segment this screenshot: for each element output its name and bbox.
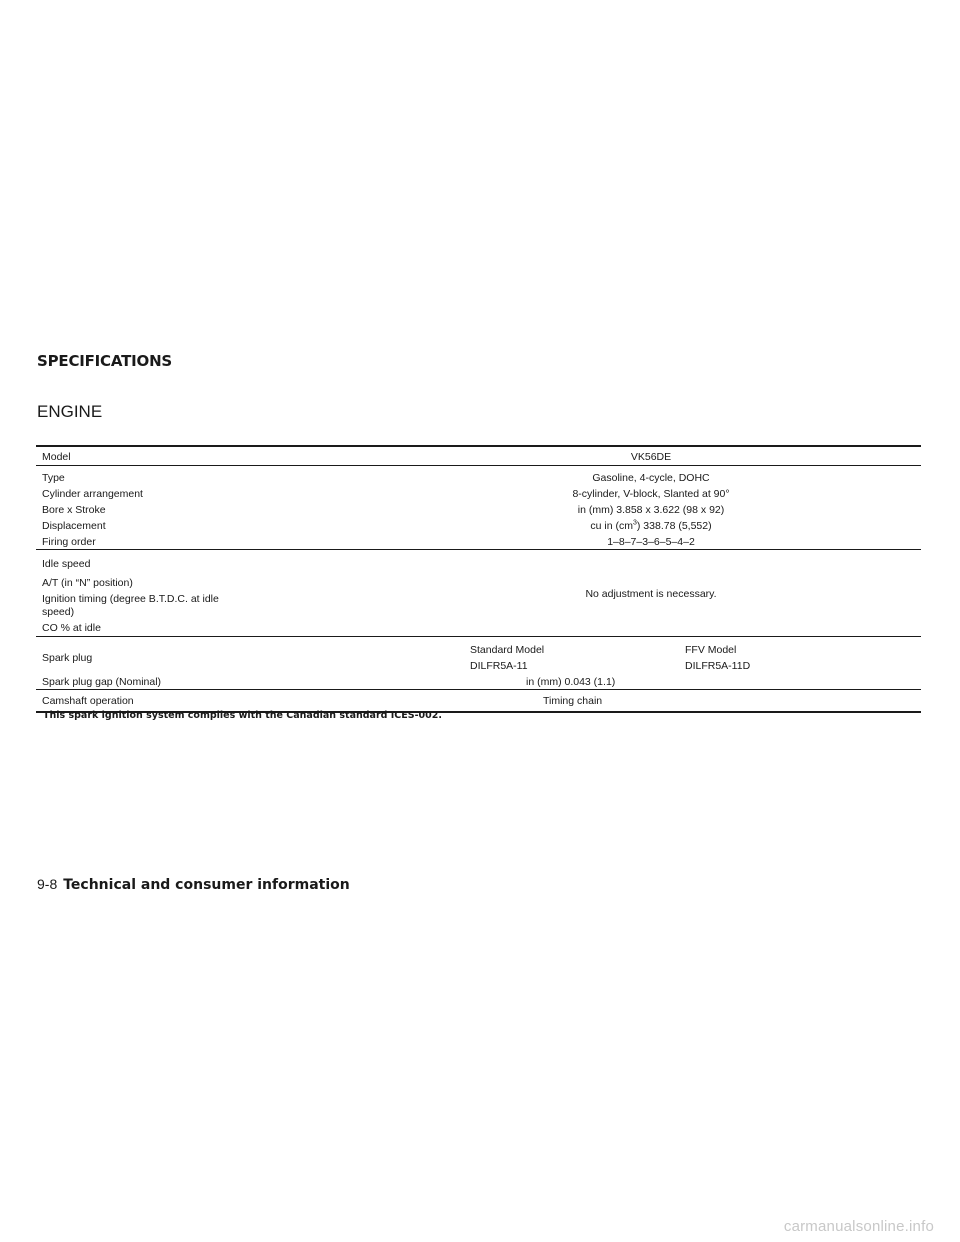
no-adjustment-value: No adjustment is necessary. bbox=[585, 588, 717, 600]
cylinder-row bbox=[36, 486, 921, 502]
bore-stroke-label: Bore x Stroke bbox=[42, 504, 106, 516]
spark-plug-group bbox=[36, 636, 921, 689]
bore-stroke-value: in (mm) 3.858 x 3.622 (98 x 92) bbox=[577, 504, 725, 516]
standard-model-plug: DILFR5A-11 bbox=[470, 660, 528, 672]
displacement-value: cu in $(cm^3)$ 338.78 (5,552) bbox=[590, 519, 712, 532]
engine-spec-table bbox=[36, 445, 921, 713]
camshaft-value: Timing chain bbox=[543, 695, 603, 707]
plug-gap-value: in (mm) 0.043 (1.1) bbox=[526, 676, 616, 688]
ignition-timing-label: Ignition timing (degree B.T.D.C. at idle bbox=[42, 593, 219, 605]
page-footer bbox=[37, 876, 350, 893]
firing-order-label: Firing order bbox=[42, 536, 96, 548]
co-idle-label: CO % at idle bbox=[42, 622, 101, 634]
basic-specs-group bbox=[36, 465, 921, 549]
ffv-model-header: FFV Model bbox=[685, 644, 737, 656]
displacement-label: Displacement bbox=[42, 520, 106, 532]
section-heading: SPECIFICATIONS bbox=[37, 352, 173, 370]
idle-speed-label: Idle speed bbox=[42, 558, 91, 570]
model-row bbox=[36, 447, 921, 465]
firing-order-value: 1–8–7–3–6–5–4–2 bbox=[607, 536, 695, 548]
at-position-label: A/T (in “N” position) bbox=[42, 577, 133, 589]
type-row bbox=[36, 470, 921, 486]
type-value: Gasoline, 4-cycle, DOHC bbox=[592, 472, 710, 484]
chapter-title: Technical and consumer information bbox=[63, 877, 350, 893]
camshaft-label: Camshaft operation bbox=[42, 695, 134, 707]
bore-stroke-row bbox=[36, 502, 921, 518]
displacement-row bbox=[36, 518, 921, 534]
cylinder-label: Cylinder arrangement bbox=[42, 488, 143, 500]
ffv-model-plug: DILFR5A-11D bbox=[685, 660, 751, 672]
watermark: carmanualsonline.info bbox=[783, 1218, 934, 1235]
engine-subheading: ENGINE bbox=[37, 402, 103, 421]
model-value: VK56DE bbox=[630, 451, 672, 463]
plug-gap-label: Spark plug gap (Nominal) bbox=[42, 676, 162, 688]
cylinder-value: 8-cylinder, V-block, Slanted at 90° bbox=[572, 488, 730, 500]
type-label: Type bbox=[42, 472, 65, 484]
standard-model-header: Standard Model bbox=[470, 644, 545, 656]
camshaft-group bbox=[36, 689, 921, 711]
adjustment-group bbox=[36, 549, 921, 636]
compliance-footnote: This spark ignition system complies with the Canadian standard ICES-002. bbox=[43, 710, 442, 721]
model-label: Model bbox=[42, 451, 71, 463]
firing-order-row bbox=[36, 534, 921, 550]
spark-plug-label: Spark plug bbox=[42, 652, 93, 664]
page-number: 9-8 bbox=[37, 876, 58, 892]
ignition-timing-label-cont: speed) bbox=[42, 606, 75, 618]
